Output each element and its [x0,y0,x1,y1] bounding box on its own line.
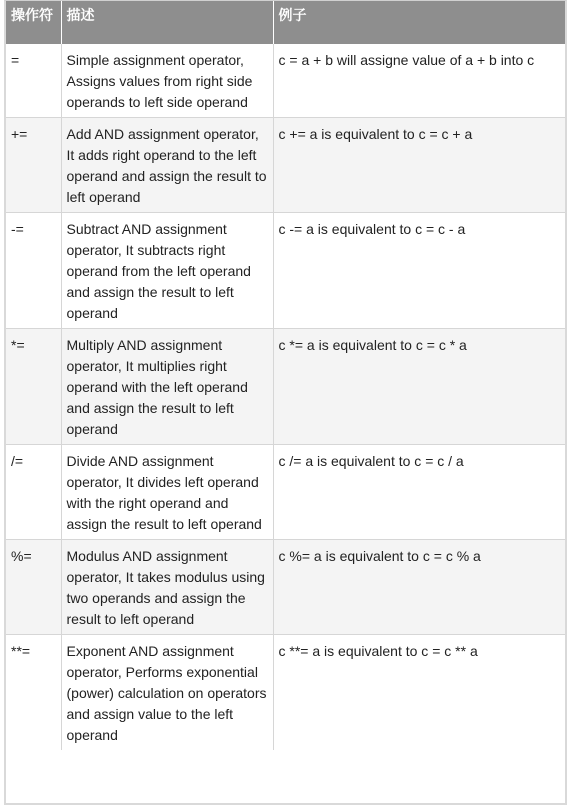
description-cell: Add AND assignment operator, It adds right operand to the left operand and assign the result to left operand [61,118,273,213]
description-cell: Multiply AND assignment operator, It multiplies right operand with the left operand and assign the result to left operand [61,329,273,445]
table-row [6,213,565,329]
table-body [6,44,565,750]
example-cell: c %= a is equivalent to c = c % a [273,540,565,635]
assignment-operators-table [6,1,565,750]
example-cell: c **= a is equivalent to c = c ** a [273,635,565,751]
example-cell: c -= a is equivalent to c = c - a [273,213,565,329]
table-row [6,44,565,118]
table-row [6,329,565,445]
operators-table-container [4,0,567,805]
example-cell: c /= a is equivalent to c = c / a [273,445,565,540]
description-cell: Exponent AND assignment operator, Performs exponential (power) calculation on operators and assign value to the left operand [61,635,273,751]
operator-cell: -= [6,213,61,329]
header-operator: 操作符 [6,1,61,44]
header-row [6,1,565,44]
header-example: 例子 [273,1,565,44]
example-cell: c *= a is equivalent to c = c * a [273,329,565,445]
description-cell: Divide AND assignment operator, It divides left operand with the right operand and assign the result to left operand [61,445,273,540]
example-cell: c = a + b will assigne value of a + b into c [273,44,565,118]
description-cell: Subtract AND assignment operator, It subtracts right operand from the left operand and assign the result to left operand [61,213,273,329]
operator-cell: %= [6,540,61,635]
header-description: 描述 [61,1,273,44]
operator-cell: += [6,118,61,213]
description-cell: Simple assignment operator, Assigns values from right side operands to left side operand [61,44,273,118]
table-row [6,540,565,635]
table-row [6,118,565,213]
operator-cell: **= [6,635,61,751]
example-cell: c += a is equivalent to c = c + a [273,118,565,213]
table-row [6,635,565,751]
table-row [6,445,565,540]
table-header [6,1,565,44]
operator-cell: /= [6,445,61,540]
description-cell: Modulus AND assignment operator, It takes modulus using two operands and assign the result to left operand [61,540,273,635]
operator-cell: = [6,44,61,118]
operator-cell: *= [6,329,61,445]
